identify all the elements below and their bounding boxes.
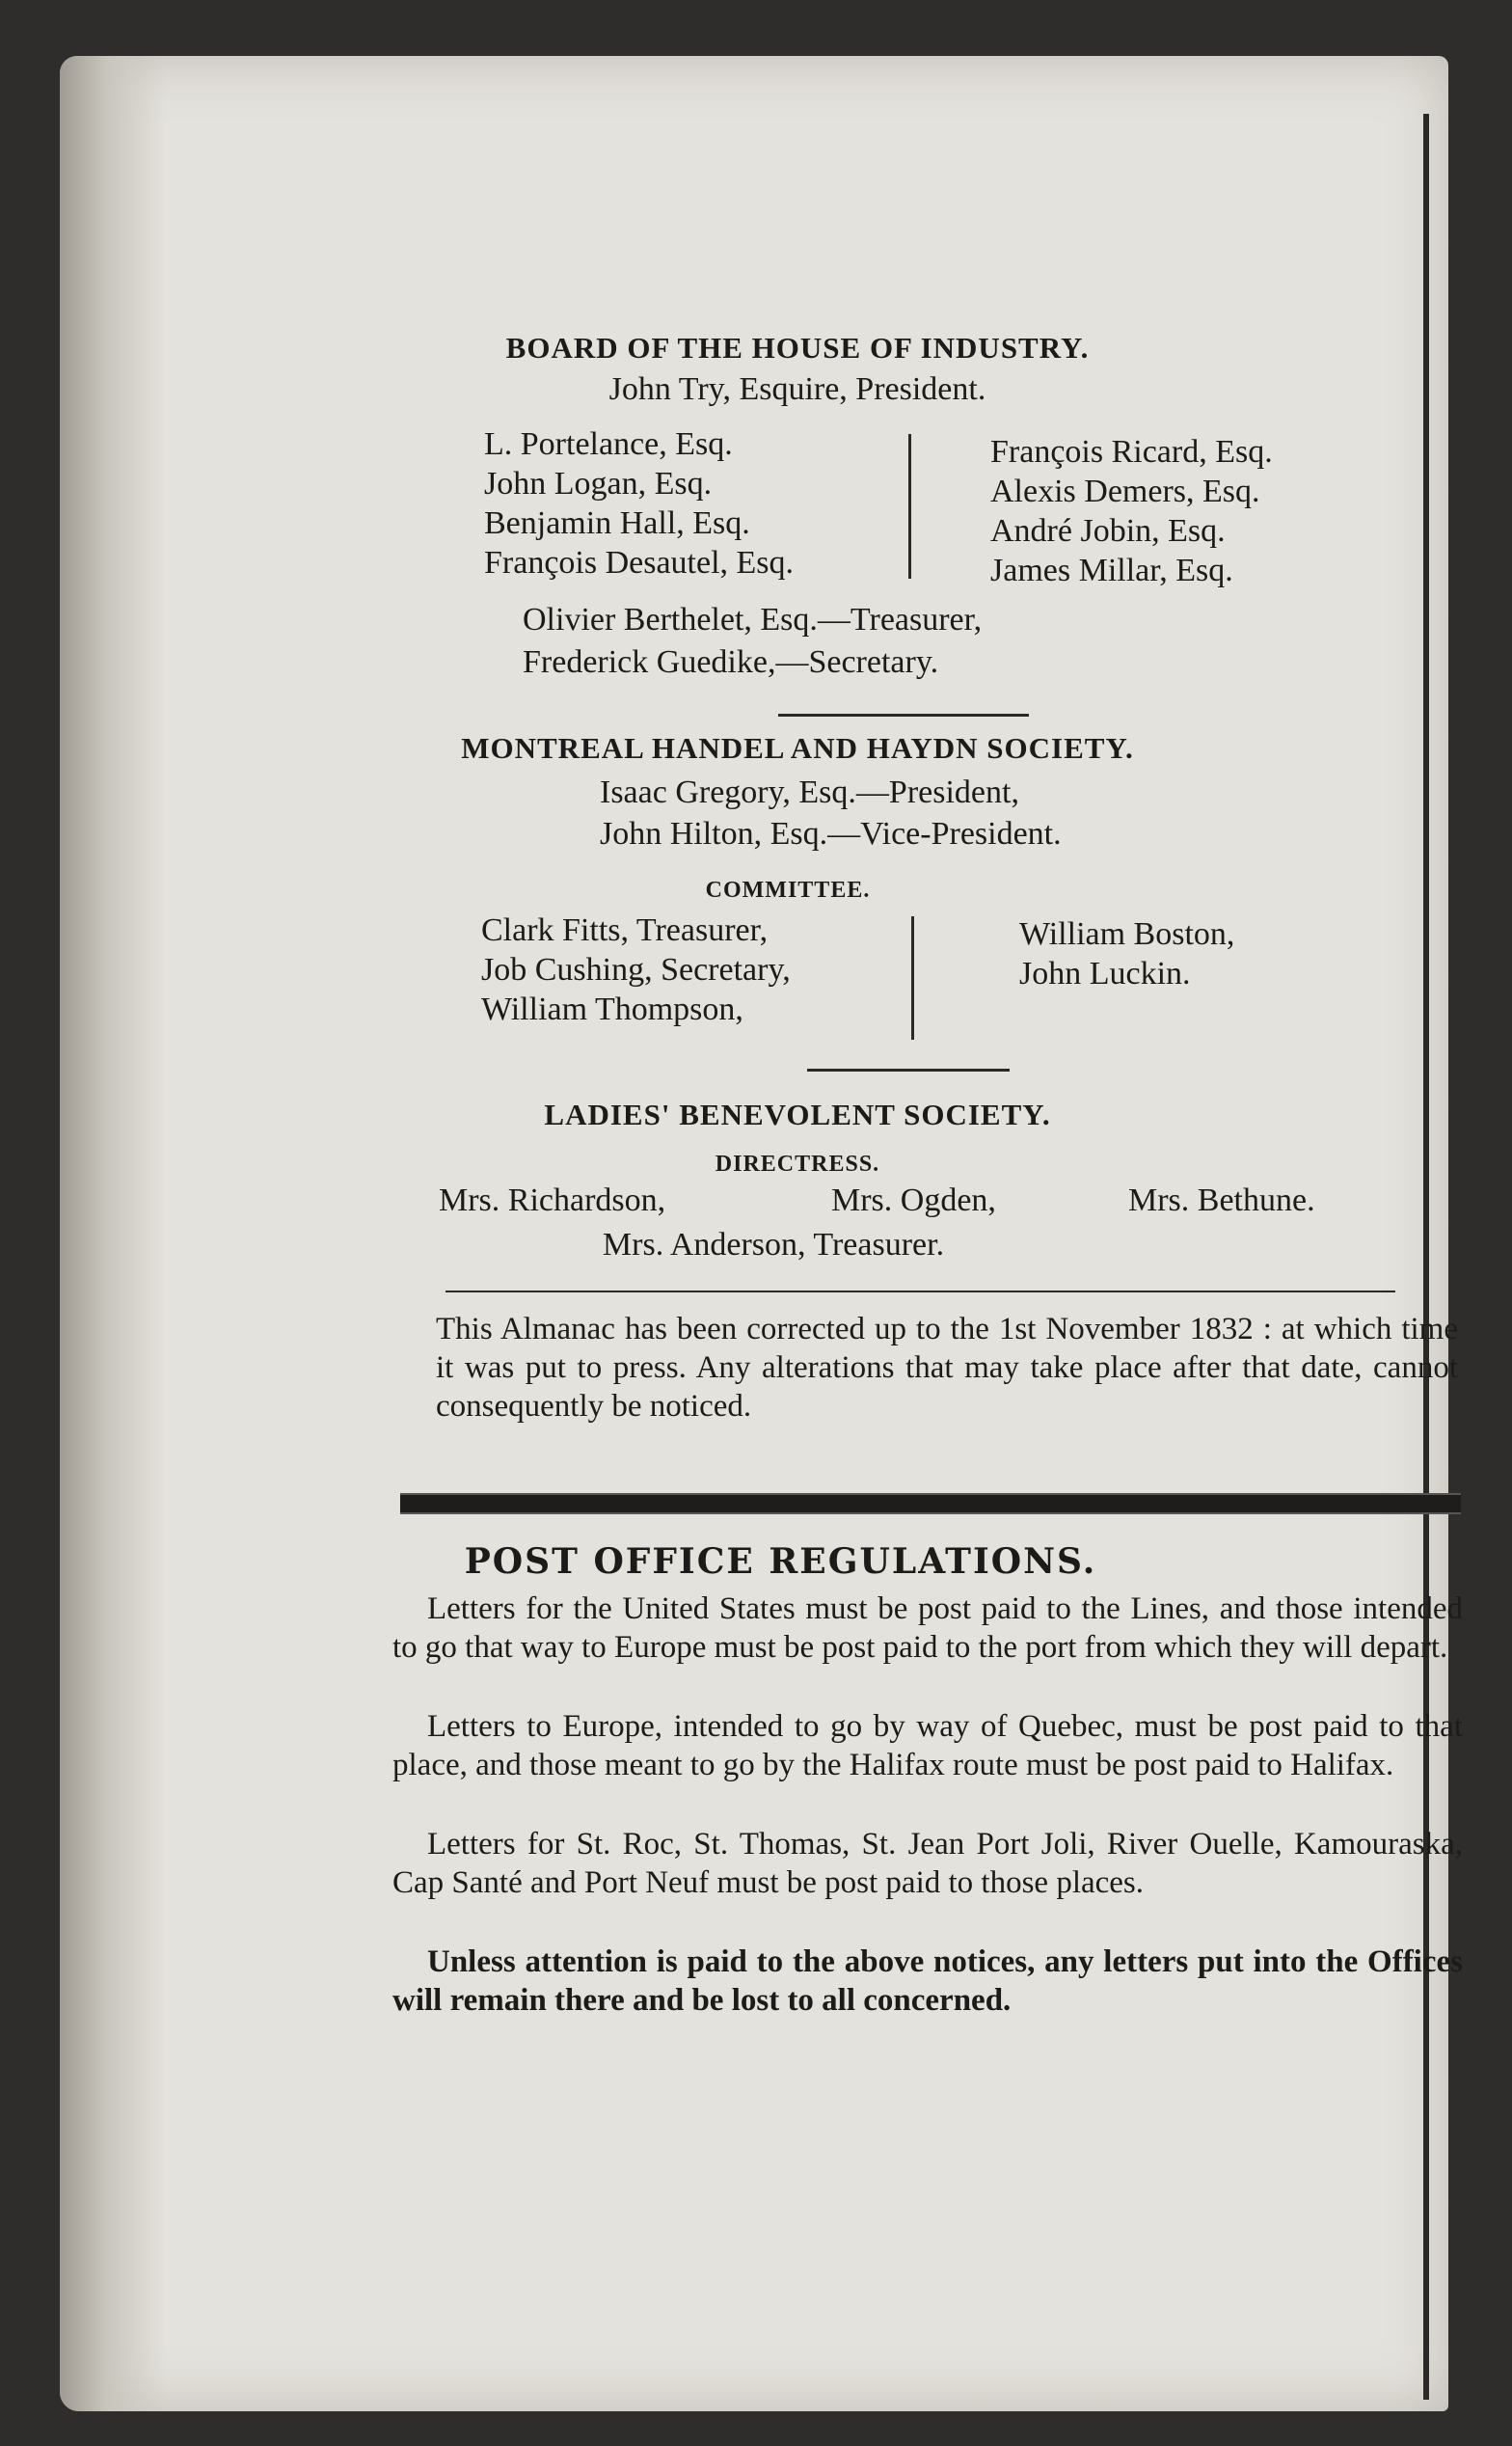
member-name: John Logan, Esq. (484, 466, 713, 502)
member-name: Job Cushing, Secretary, (481, 952, 791, 988)
page-content (60, 56, 1463, 2411)
post-office-paragraph: Letters for the United States must be post paid to the Lines, and those intended to go that way to Europe must be post paid to the port from which they will depart. (392, 1591, 1463, 1665)
thick-divider-band (400, 1493, 1461, 1514)
column-divider (908, 434, 911, 579)
ladies-society-heading: LADIES' BENEVOLENT SOCIETY. (544, 1098, 1051, 1131)
handel-haydn-heading: MONTREAL HANDEL AND HAYDN SOCIETY. (461, 731, 1134, 765)
directress-name: Mrs. Richardson, (439, 1182, 666, 1218)
handel-haydn-vice-president: John Hilton, Esq.—Vice-President. (600, 816, 1062, 852)
house-of-industry-president: John Try, Esquire, President. (608, 371, 986, 407)
post-office-paragraph: Letters to Europe, intended to go by way of Quebec, must be post paid to that place, and those meant to go by the Halifax route must be post paid to Halifax. (392, 1709, 1463, 1782)
member-name: William Thompson, (481, 992, 743, 1027)
committee-label: COMMITTEE. (705, 878, 871, 903)
member-name: Benjamin Hall, Esq. (484, 505, 750, 541)
handel-haydn-left-column (481, 910, 791, 1029)
directress-label: DIRECTRESS. (715, 1152, 880, 1177)
section-divider (807, 1069, 1010, 1072)
member-name: Clark Fitts, Treasurer, (481, 912, 769, 948)
post-office-paragraph: Letters for St. Roc, St. Thomas, St. Jean Port Joli, River Ouelle, Kamouraska, Cap Santé and Port Neuf must be post paid to those places. (392, 1827, 1463, 1900)
member-name: James Millar, Esq. (990, 553, 1233, 588)
member-name: François Ricard, Esq. (990, 434, 1273, 470)
member-name: William Boston, (1019, 916, 1235, 952)
member-name: André Jobin, Esq. (990, 513, 1226, 549)
handel-haydn-president: Isaac Gregory, Esq.—President, (600, 775, 1019, 810)
column-divider (911, 916, 914, 1040)
member-name: L. Portelance, Esq. (484, 426, 733, 462)
member-name: François Desautel, Esq. (484, 545, 795, 581)
member-name: Alexis Demers, Esq. (990, 474, 1260, 509)
handel-haydn-right-column (1019, 914, 1234, 993)
directress-name: Mrs. Ogden, (831, 1182, 996, 1218)
almanac-page (60, 56, 1463, 2411)
house-of-industry-left-column (484, 424, 794, 583)
almanac-note: This Almanac has been corrected up to the 1st November 1832 : at which time it was put to press. Any alterations that may take place after that date, cannot consequently be noticed. (436, 1312, 1458, 1424)
member-name: John Luckin. (1019, 956, 1191, 992)
house-of-industry-right-column (990, 432, 1273, 590)
directress-name: Mrs. Bethune. (1128, 1182, 1315, 1218)
post-office-title: POST OFFICE REGULATIONS. (464, 1541, 1097, 1582)
section-divider (778, 714, 1029, 717)
post-office-paragraph: Unless attention is paid to the above notices, any letters put into the Offices will remain there and be lost to all concerned. (392, 1944, 1463, 2018)
section-divider (446, 1291, 1395, 1292)
house-of-industry-heading: BOARD OF THE HOUSE OF INDUSTRY. (505, 331, 1090, 365)
house-of-industry-secretary: Frederick Guedike,—Secretary. (523, 644, 939, 680)
house-of-industry-treasurer: Olivier Berthelet, Esq.—Treasurer, (523, 602, 983, 638)
ladies-society-treasurer: Mrs. Anderson, Treasurer. (602, 1227, 945, 1263)
